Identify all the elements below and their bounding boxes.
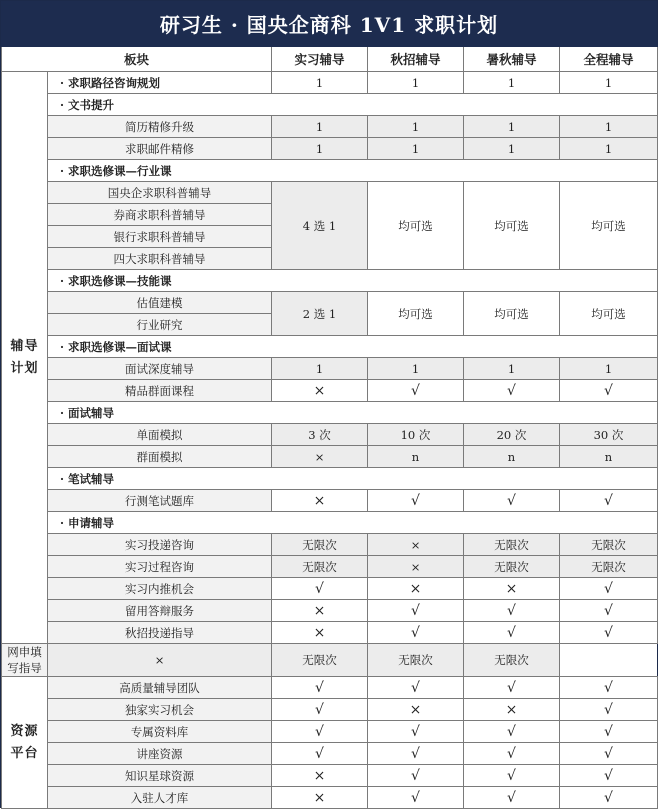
table-row: 入驻人才库 × √ √ √ [2,787,658,809]
table-row: 国央企求职科普辅导 4 选 1 均可选 均可选 均可选 [2,182,658,204]
table-row: 券商求职科普辅导 [2,204,658,226]
section-row [2,270,658,292]
table-row: 面试深度辅导 1 1 1 1 [2,358,658,380]
section-row [2,336,658,358]
table-header-row [2,46,658,72]
table-row: 实习投递咨询 无限次 × 无限次 无限次 [2,534,658,556]
table-row: 单面模拟 3 次 10 次 20 次 30 次 [2,424,658,446]
table-row: 网申填写指导 × 无限次 无限次 无限次 [2,644,658,677]
section-row [2,402,658,424]
section-mock: · 面试辅导 [48,402,658,424]
table-row: 行测笔试题库 × √ √ √ [2,490,658,512]
section-row [2,512,658,534]
header-col-intern: 实习辅导 [272,46,368,72]
category-resource: 资源 平台 [2,677,48,809]
table-row: 讲座资源 √ √ √ √ [2,743,658,765]
table-row: 辅导 计划 · 求职路径咨询规划 1 1 1 1 [2,72,658,94]
table-row: 四大求职科普辅导 [2,248,658,270]
category-plan: 辅导 计划 [2,72,48,644]
section-row [2,94,658,116]
section-row [2,160,658,182]
header-col-summer-fall: 暑秋辅导 [464,46,560,72]
table-row: 秋招投递指导 × √ √ √ [2,622,658,644]
section-industry: · 求职选修课—行业课 [48,160,658,182]
section-apply: · 申请辅导 [48,512,658,534]
table-row: 群面模拟 × n n n [2,446,658,468]
header-col-fall: 秋招辅导 [368,46,464,72]
section-doc: · 文书提升 [48,94,658,116]
header-col-full: 全程辅导 [560,46,658,72]
table-row: 留用答辩服务 × √ √ √ [2,600,658,622]
table-row: 精品群面课程 × √ √ √ [2,380,658,402]
table-row: 实习内推机会 √ × × √ [2,578,658,600]
row-label: · 求职路径咨询规划 [48,72,272,94]
page-title: 研习生 · 国央企商科 1V1 求职计划 [1,1,657,45]
section-skill: · 求职选修课—技能课 [48,270,658,292]
table-row: 求职邮件精修 1 1 1 1 [2,138,658,160]
table-row: 估值建模 2 选 1 均可选 均可选 均可选 [2,292,658,314]
table-row: 资源 平台 高质量辅导团队 √ √ √ √ [2,677,658,699]
table-row: 简历精修升级 1 1 1 1 [2,116,658,138]
section-row [2,468,658,490]
table-row: 实习过程咨询 无限次 × 无限次 无限次 [2,556,658,578]
table-row: 独家实习机会 √ × × √ [2,699,658,721]
header-section: 板块 [2,46,272,72]
section-written: · 笔试辅导 [48,468,658,490]
table-row: 行业研究 [2,314,658,336]
table-row: 知识星球资源 × √ √ √ [2,765,658,787]
section-interview-course: · 求职选修课—面试课 [48,336,658,358]
table-row: 银行求职科普辅导 [2,226,658,248]
table-row: 专属资料库 √ √ √ √ [2,721,658,743]
plan-table [1,45,658,809]
